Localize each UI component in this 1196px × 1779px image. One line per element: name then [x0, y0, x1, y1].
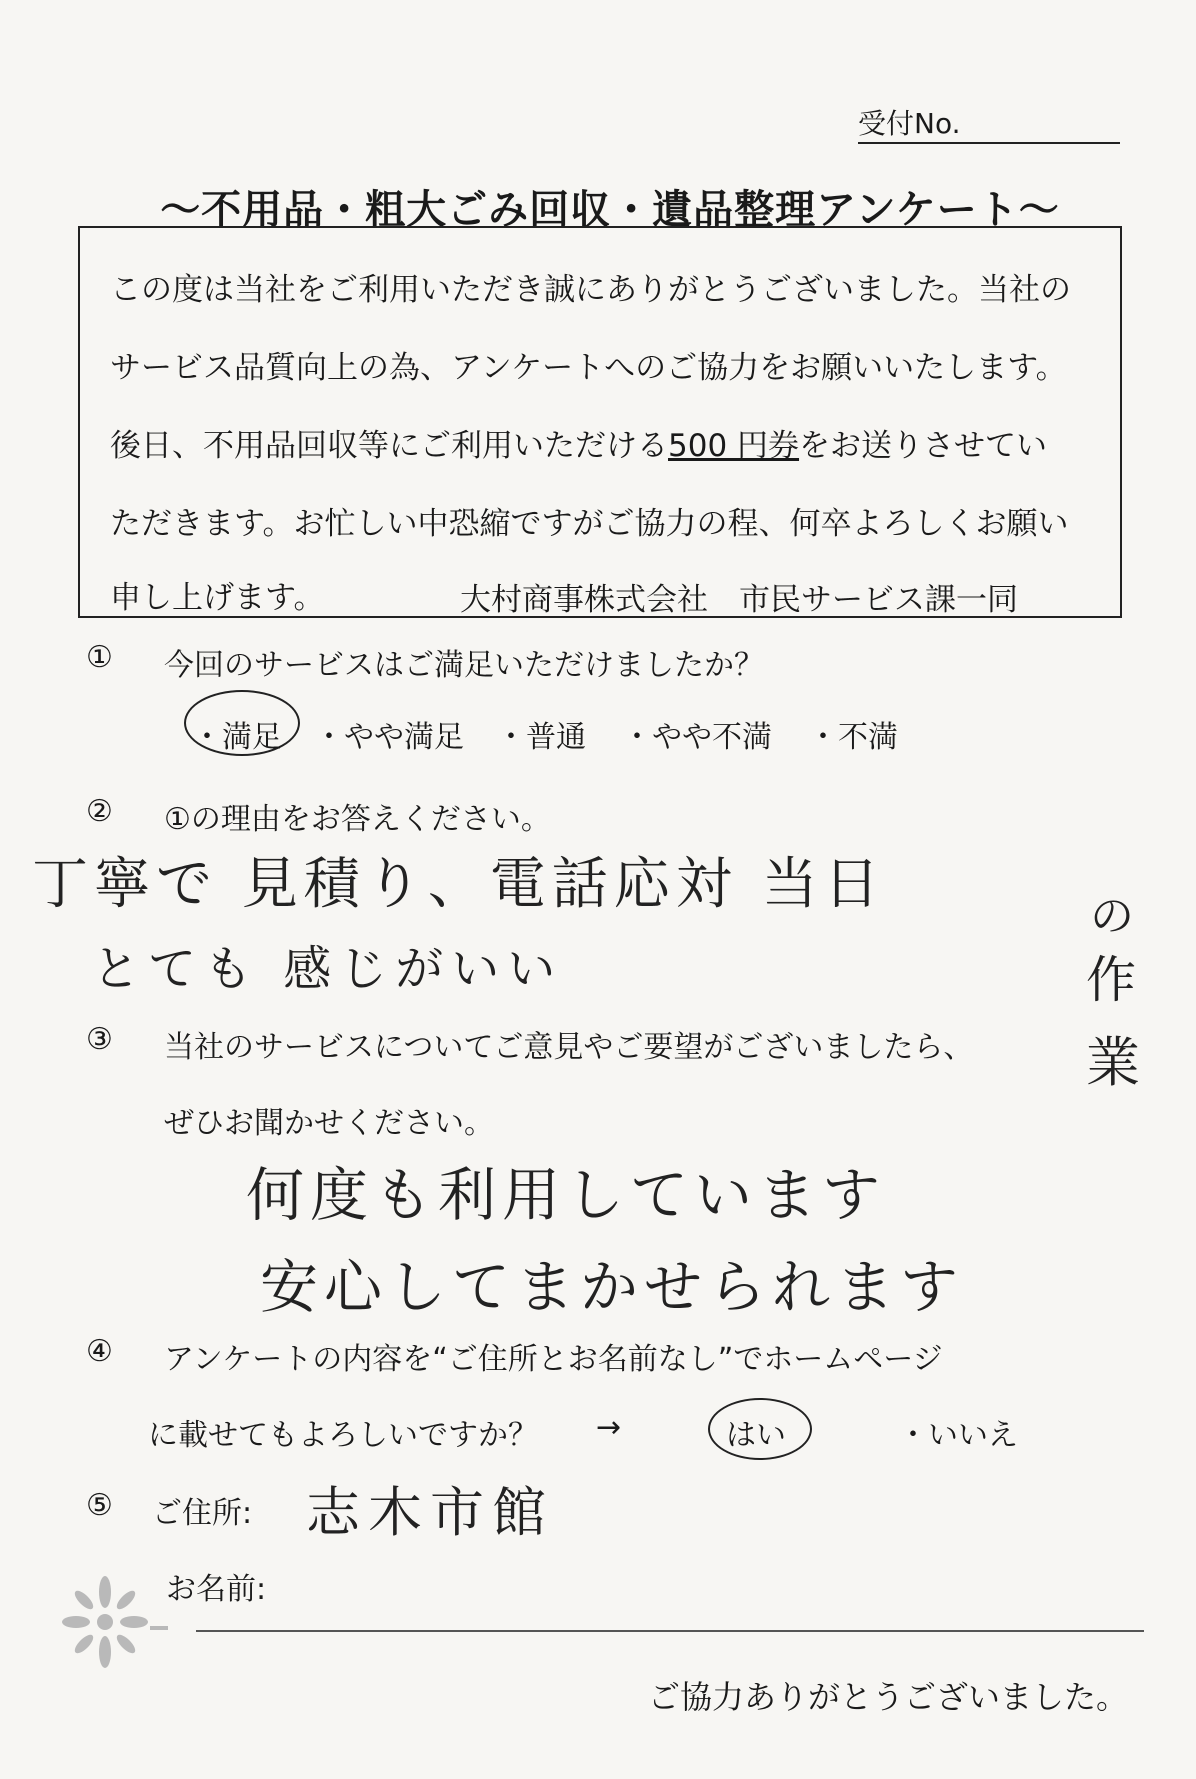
receipt-number-field [858, 102, 1120, 144]
q2-answer-side-1: の [1090, 891, 1134, 942]
address-value: 志木市館 [306, 1481, 554, 1544]
q1-text: 今回のサービスはご満足いただけましたか？ [164, 648, 764, 683]
q1-option-5[interactable]: ・不満 [808, 720, 898, 755]
intro-box [78, 226, 1122, 618]
q2-text: ①の理由をお答えください。 [164, 802, 551, 837]
receipt-number-label: 受付No. [858, 107, 961, 140]
q2-answer-line-2: とても 感じがいい [92, 941, 564, 997]
flower-icon [60, 1570, 170, 1680]
q4-text-line-1: アンケートの内容を“ご住所とお名前なし”でホームページ [164, 1342, 943, 1377]
company-signature: 大村商事株式会社 市民サービス課一同 [460, 582, 1018, 618]
q2-number: ② [86, 794, 113, 829]
intro-line-3 [110, 420, 1047, 465]
q2-answer-side-2: 作 [1086, 951, 1136, 1009]
q4-text-line-2: に載せてもよろしいですか？ [148, 1418, 538, 1453]
q4-arrow: → [596, 1410, 622, 1445]
intro-line-3-b: をお送りさせてい [799, 428, 1048, 464]
thanks-message: ご協力ありがとうございました。 [648, 1678, 1129, 1716]
name-label: お名前: [166, 1572, 267, 1607]
name-underline [196, 1630, 1144, 1632]
q3-text-line-1: 当社のサービスについてご意見やご要望がございましたら、 [164, 1030, 974, 1065]
q3-number: ③ [86, 1022, 113, 1057]
intro-line-5: 申し上げます。 [110, 580, 325, 616]
q4-option-yes[interactable]: はい [726, 1418, 786, 1453]
survey-title: ～不用品・粗大ごみ回収・遺品整理アンケート～ [160, 187, 1060, 233]
q1-option-2[interactable]: ・やや満足 [314, 720, 464, 755]
q2-answer-line-1: 丁寧で 見積り、電話応対 当日 [32, 852, 886, 917]
intro-line-4: ただきます。お忙しい中恐縮ですがご協力の程、何卒よろしくお願い [110, 506, 1069, 542]
q4-option-no[interactable]: ・いいえ [898, 1418, 1018, 1453]
intro-line-3-a: 後日、不用品回収等にご利用いただける [110, 428, 668, 464]
q5-number: ⑤ [86, 1488, 113, 1523]
voucher-amount: 500 円券 [668, 428, 800, 464]
q3-answer-line-1: 何度も利用しています [246, 1161, 887, 1229]
intro-line-1: この度は当社をご利用いただき誠にありがとうございました。当社の [110, 272, 1071, 308]
q1-option-4[interactable]: ・やや不満 [622, 720, 772, 755]
intro-line-2: サービス品質向上の為、アンケートへのご協力をお願いいたします。 [110, 350, 1067, 386]
q4-number: ④ [86, 1334, 113, 1369]
q3-answer-line-2: 安心してまかせられます [260, 1253, 965, 1321]
q1-option-1[interactable]: ・満足 [192, 720, 282, 755]
q1-option-3[interactable]: ・普通 [496, 720, 586, 755]
q2-answer-side-3: 業 [1086, 1031, 1140, 1094]
q3-text-line-2: ぜひお聞かせください。 [164, 1106, 494, 1141]
address-label: ご住所: [152, 1496, 253, 1531]
q1-number: ① [86, 640, 113, 675]
